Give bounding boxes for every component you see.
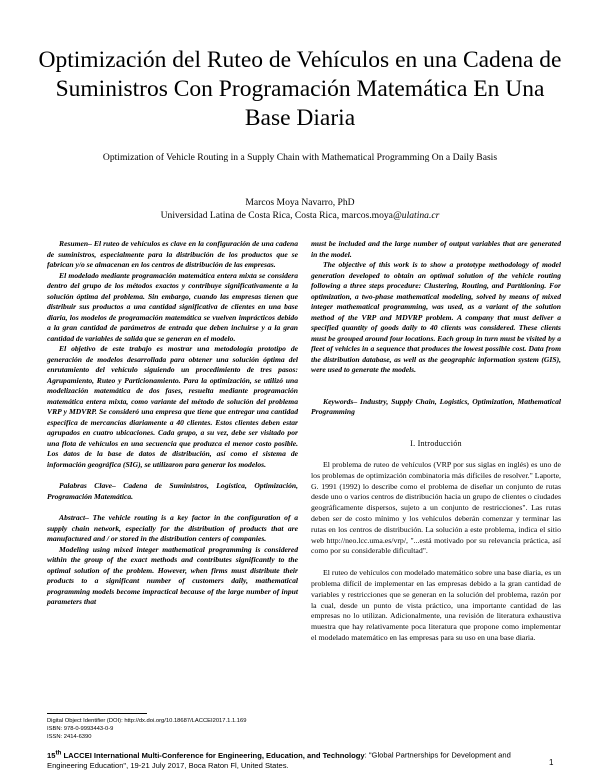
spacer [311, 557, 561, 568]
issn-line: ISSN: 2414-6390 [47, 734, 92, 741]
conference-footer [47, 748, 547, 772]
resumen-paragraph-2: El modelado mediante programación matemática entera mixta se considera dentro del grupo de los métodos exactos y contribuye significativamente a la solución óptima del problema. Sin embargo, cuando las empresas tienen que distribuir sus productos a una cantidad significativa de clientes en una base diaria, los modelos de programación matemática se vuelven imprácticos debido a la gran cantidad de parámetros de entrada que deben incluirse y a la gran cantidad de variables de salida que se generan en el modelo. [47, 270, 298, 343]
resumen-label: Resumen– [59, 239, 92, 248]
keywords-paragraph [311, 397, 561, 418]
affiliation-text: Universidad Latina de Costa Rica, Costa Rica, marcos.moya [160, 209, 393, 221]
right-column [311, 239, 561, 644]
footnote-block [47, 717, 307, 742]
conf-ordinal: th [55, 749, 62, 756]
doi-line: Digital Object Identifier (DOI): http://dx.doi.org/10.18687/LACCEI2017.1.1.169 [47, 718, 247, 724]
resumen-paragraph [47, 239, 298, 271]
paper-subtitle: Optimization of Vehicle Routing in a Supply Chain with Mathematical Programming On a Daily Basis [102, 152, 498, 163]
keywords-label: Keywords– [323, 396, 358, 406]
author-name: Marcos Moya Navarro, PhD [245, 197, 355, 208]
resumen-text: El ruteo de vehículos es clave en la configuración de una cadena de suministros, especialmente para la distribución de los productos que se fabrican y/o se almacenan en los centros de distribución de las empresas. [47, 239, 298, 269]
left-column [47, 239, 298, 608]
spacer [311, 449, 561, 460]
conference-details: : "Global Partnerships for Development and Engineering Education", 19-21 July 2017, Boca Raton Fl, United States. [47, 750, 511, 771]
abstract-text: The vehicle routing is a key factor in the configuration of a supply chain network, especially for the distribution of products that are manufactured and / or stored in the distribution centers of companies. [47, 513, 298, 543]
section-heading: I. Introducción [410, 438, 462, 448]
spacer [47, 470, 298, 481]
abstract-paragraph [47, 513, 298, 545]
palabras-clave [47, 481, 298, 502]
resumen-paragraph-3: El objetivo de este trabajo es mostrar una metodología prototipo de generación de modelos desarrollada para obtener una solución óptima del enrutamiento del vehículo siguiendo un procedimiento de tres pasos: Agrupamiento, Ruteo y Particionamiento. Para la optimización, se utilizó una modelización matemática de dos fases, resuelta mediante programación matemática entera mixta, como variante del método de solución del problema VRP y MDVRP. Se consideró una empresa que tiene que entregar una cantidad específica de mercancías diariamente a 40 clientes. Estos clientes deben estar agrupados en cuatro ubicaciones. Cada grupo, a su vez, debe ser visitado por una flota de vehículos en una secuencia que produzca el menor costo posible. Los datos de la base de datos de distribución, así como el sistema de información geográfica (SIG), se utilizaron para generar los modelos. [47, 344, 298, 469]
palabras-clave-label: Palabras Clave– [59, 481, 116, 490]
abstract-paragraph-3: The objective of this work is to show a prototype methodology of model generation developed to obtain an optimal solution of the vehicle routing following a three steps procedure: Clustering, Routing, and Partitioning. For optimization, a two-phase mathematical modeling, solved by means of mixed integer mathematical programming, was used, as a variant of the solution method of the VRP and MDVRP problem. A company that must deliver a specified quantity of goods daily to 40 clients was considered. These clients must be grouped around four locations. Each group in turn must be visited by a fleet of vehicles in a sequence that produces the lowest possible cost. Data from the distribution database, as well as the geographic information system (GIS), were used to generate the models. [311, 260, 561, 374]
author-block [70, 197, 530, 222]
intro-paragraph-1: El problema de ruteo de vehículos (VRP por sus siglas en inglés) es uno de los problemas de optimización combinatoria más difíciles de resolver." Laporte, G. 1991 (1992) lo describe como el problema de diseñar un conjunto de rutas desde uno o varios centros de distribución hacia un grupo de clientes o ciudades geográficamente dispersos, sujeto a un conjunto de restricciones". Las rutas deben ser de costo mínimo y los vehículos deberán comenzar y terminar las rutas en los centros de distribución. La solución a este problema, indica el sitio web http://neo.lcc.uma.es/vrp/, "...está motivado por su relevancia práctica, así como por su considerable dificultad". [311, 460, 561, 556]
intro-paragraph-2: El ruteo de vehículos con modelado matemático sobre una base diaria, es un problema difícil de implementar en las empresas debido a la gran cantidad de variables y restricciones que se generan en la solución del problema, razón por la cual, desde un punto de vista práctico, una importante cantidad de las empresas no lo utilizan. Adicionalmente, una revisión de literatura exhaustiva muestra que hay relativamente poca literatura que propone como implementar el modelado matemático en las empresas para su uso en una base diaria. [311, 568, 561, 642]
spacer [47, 502, 298, 513]
palabras-clave-text: Cadena de Suministros, Logística, Optimización, Programación Matemática. [47, 481, 298, 501]
author-affiliation [70, 210, 530, 223]
email-domain: @ulatina.cr [392, 209, 440, 221]
abstract-label: Abstract– [59, 513, 89, 522]
page-number: 1 [549, 758, 554, 767]
conference-name [47, 751, 365, 760]
paper-title: Optimización del Ruteo de Vehículos en una Cadena de Suministros Con Programación Matemática En Una Base Diaria [38, 47, 562, 131]
spacer [311, 376, 561, 397]
abstract-paragraph-2: Modeling using mixed integer mathematical programming is considered within the group of the exact methods and contributes significantly to the optimal solution of the problem. However, when firms must distribute their products to a significant number of customers daily, mathematical programming models become impractical because of the large number of input parameters that [47, 544, 298, 606]
conf-title: LACCEI International Multi-Conference for Engineering, Education, and Technology [61, 750, 365, 760]
spacer [311, 418, 561, 439]
isbn-line: ISBN: 978-0-9993443-0-9 [47, 726, 114, 733]
abstract-continuation: must be included and the large number of output variables that are generated in the model. [311, 239, 561, 259]
conf-number: 15 [47, 750, 56, 760]
footnote-rule [47, 713, 147, 714]
keywords-text: Industry, Supply Chain, Logistics, Optimization, Mathematical Programming [311, 396, 561, 416]
